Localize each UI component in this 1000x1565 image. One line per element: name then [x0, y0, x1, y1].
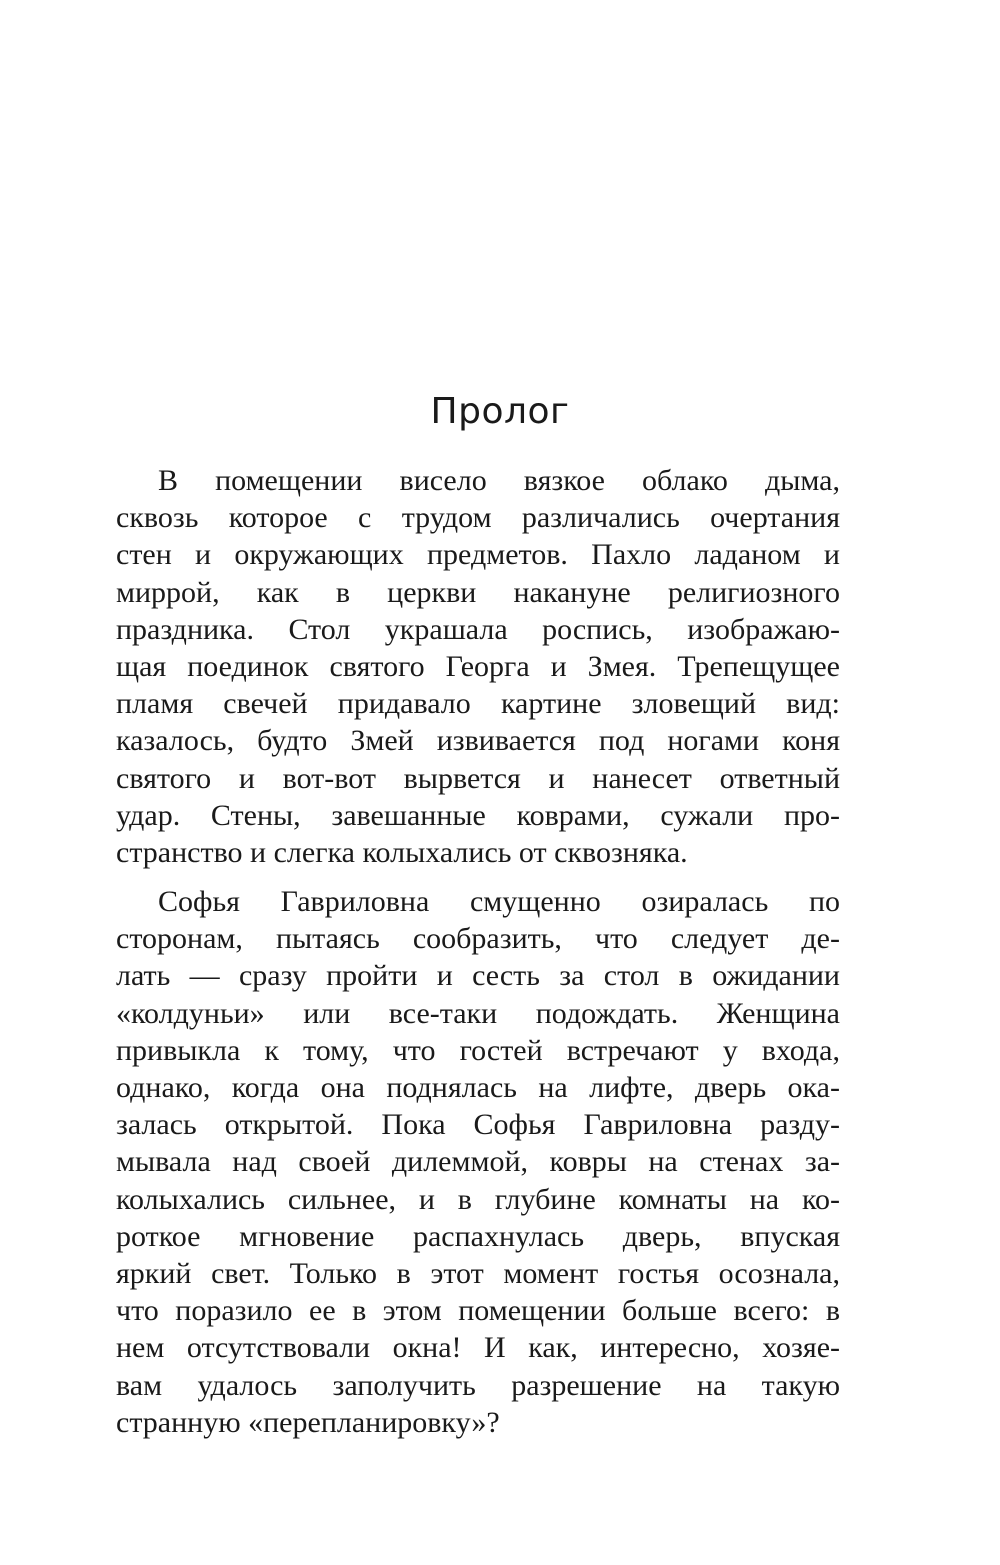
text-line: нем отсутствовали окна! И как, интересно, хозяе- — [116, 1331, 840, 1365]
text-line: стен и окружающих предметов. Пахло ладаном и — [116, 538, 840, 572]
text-line: Софья Гавриловна смущенно озиралась по — [158, 885, 840, 919]
text-line: сторонам, пытаясь сообразить, что следует де- — [116, 922, 840, 956]
text-line: В помещении висело вязкое облако дыма, — [158, 464, 840, 497]
paragraph-2 — [116, 883, 840, 1441]
text-line: странную «перепланировку»? — [116, 1405, 500, 1439]
paragraph-1 — [116, 462, 840, 871]
chapter-body — [116, 462, 840, 1441]
text-line: миррой, как в церкви накануне религиозного — [116, 575, 840, 609]
text-line: «колдуньи» или все-таки подождать. Женщина — [116, 996, 840, 1030]
text-line: яркий свет. Только в этот момент гостья осознала, — [116, 1256, 840, 1290]
text-line: казалось, будто Змей извивается под ногами коня — [116, 724, 840, 758]
chapter-title: Пролог — [430, 391, 570, 432]
text-line: вам удалось заполучить разрешение на такую — [116, 1368, 840, 1402]
text-line: колыхались сильнее, и в глубине комнаты на ко- — [116, 1182, 840, 1216]
text-line: странство и слегка колыхались от сквозняка. — [116, 835, 688, 869]
text-line: роткое мгновение распахнулась дверь, впуская — [116, 1219, 840, 1253]
text-line: святого и вот-вот вырвется и нанесет ответный — [116, 761, 840, 795]
text-line: сквозь которое с трудом различались очертания — [116, 501, 840, 535]
text-line: праздника. Стол украшала роспись, изображаю- — [116, 612, 840, 646]
text-line: мывала над своей дилеммой, ковры на стенах за- — [116, 1145, 840, 1179]
text-line: привыкла к тому, что гостей встречают у входа, — [116, 1033, 840, 1067]
text-line: лать — сразу пройти и сесть за стол в ожидании — [116, 959, 840, 993]
text-line: удар. Стены, завешанные коврами, сужали про- — [116, 798, 840, 832]
text-line: залась открытой. Пока Софья Гавриловна разду- — [116, 1108, 840, 1142]
text-line: что поразило ее в этом помещении больше всего: в — [116, 1294, 840, 1328]
text-line: однако, когда она поднялась на лифте, дверь ока- — [116, 1071, 840, 1104]
text-line: пламя свечей придавало картине зловещий вид: — [116, 687, 840, 721]
text-line: щая поединок святого Георга и Змея. Трепещущее — [116, 649, 840, 683]
